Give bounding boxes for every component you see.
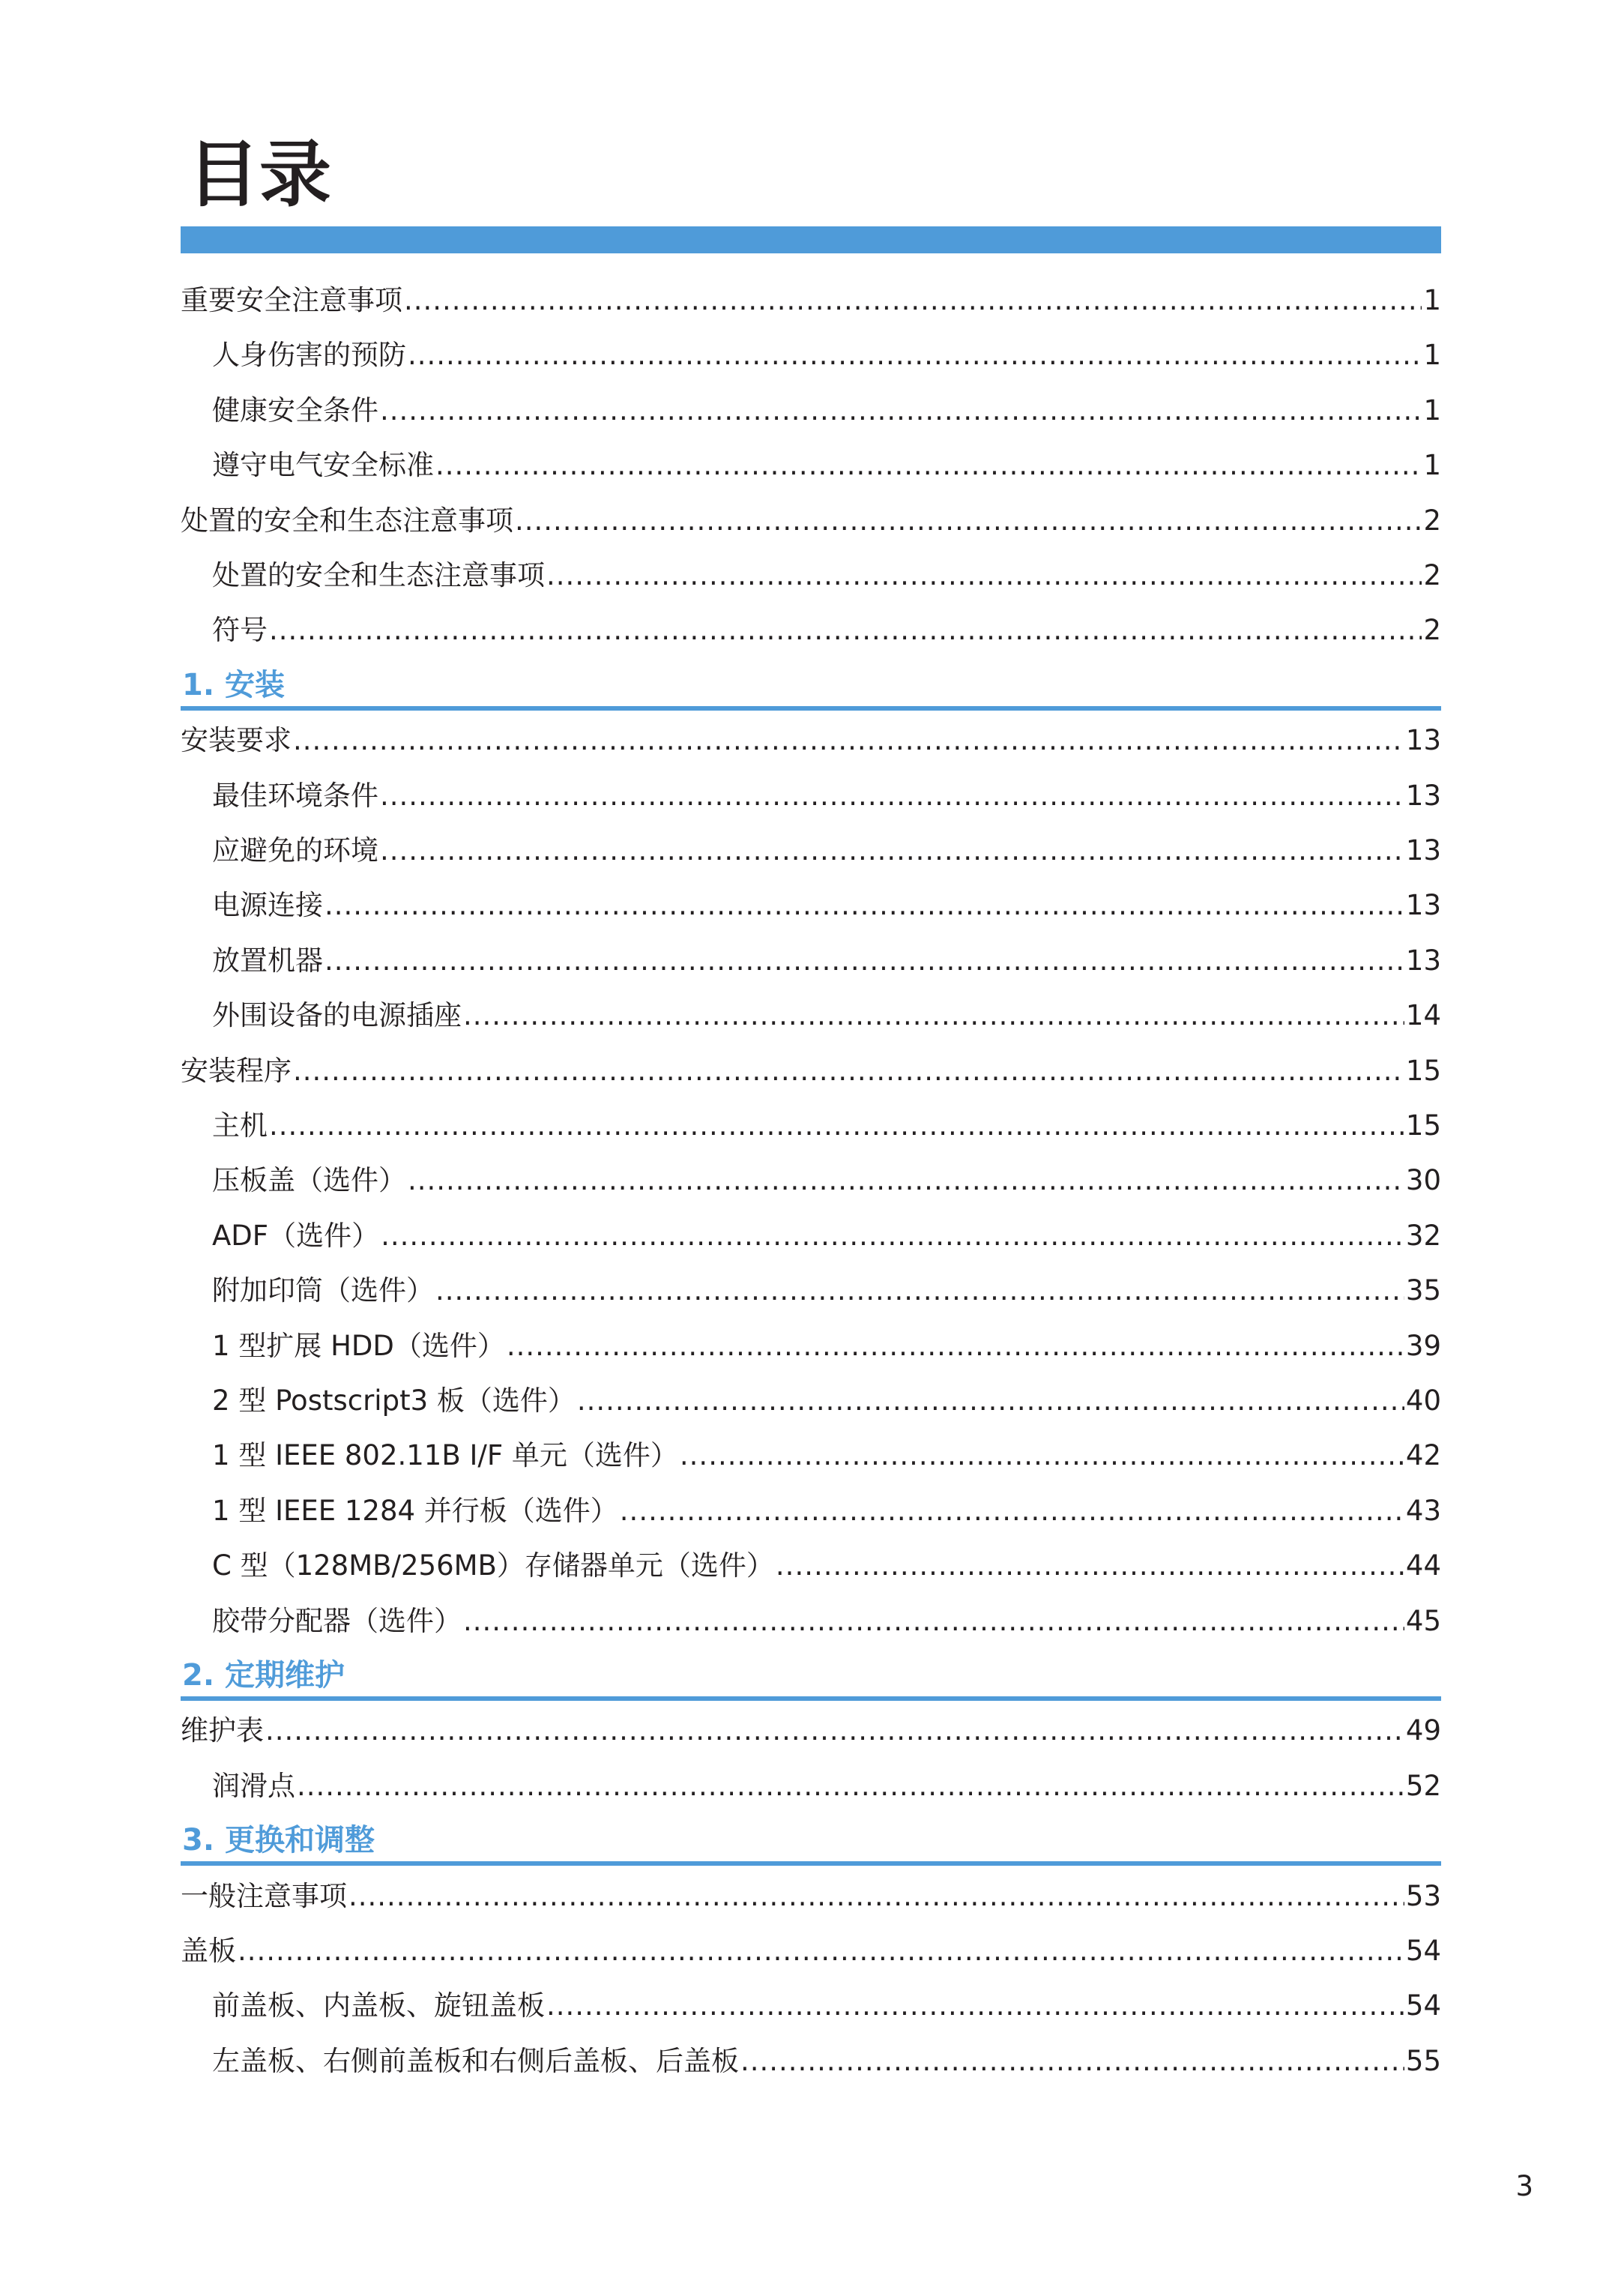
dot-leader: [740, 2043, 1404, 2080]
dot-leader: [324, 887, 1404, 924]
toc-entry-label: 电源连接: [212, 889, 323, 922]
toc-entry-label: 人身伤害的预防: [212, 339, 406, 372]
toc-entry[interactable]: [212, 997, 1441, 1034]
toc-entry-label: 重要安全注意事项: [181, 284, 402, 316]
toc-entry[interactable]: [181, 1932, 1441, 1970]
toc-entry-label: 健康安全条件: [212, 394, 378, 427]
toc-entry[interactable]: [212, 1547, 1441, 1585]
toc-entry-page: 1: [1423, 449, 1441, 482]
dot-leader: [507, 1328, 1404, 1365]
toc-entry-label: 安装程序: [181, 1054, 292, 1087]
dot-leader: [546, 557, 1422, 594]
title-bar: [181, 226, 1441, 253]
chapter-heading: 1. 安装: [182, 667, 285, 702]
toc-entry[interactable]: [212, 447, 1441, 484]
toc-entry[interactable]: [181, 282, 1441, 319]
toc-entry-page: 55: [1405, 2044, 1441, 2077]
toc-entry-page: 53: [1405, 1879, 1441, 1912]
dot-leader: [463, 997, 1404, 1034]
toc-entry-page: 39: [1405, 1329, 1441, 1362]
chapter-rule: [181, 1696, 1441, 1701]
toc-entry[interactable]: [212, 887, 1441, 924]
toc-entry[interactable]: [212, 1272, 1441, 1310]
dot-leader: [381, 1217, 1404, 1255]
toc-entry-page: 13: [1405, 724, 1441, 757]
dot-leader: [435, 447, 1422, 484]
toc-entry[interactable]: [212, 942, 1441, 980]
toc-entry-label: 压板盖（选件）: [212, 1164, 406, 1197]
toc-entry-page: 13: [1405, 834, 1441, 867]
toc-entry-label: 1 型 IEEE 802.11B I/F 单元（选件）: [212, 1439, 678, 1472]
dot-leader: [269, 612, 1422, 649]
dot-leader: [404, 282, 1422, 319]
toc-entry[interactable]: [212, 1107, 1441, 1145]
toc-entry-label: 前盖板、内盖板、旋钮盖板: [212, 1989, 545, 2022]
toc-entry-label: 应避免的环境: [212, 834, 378, 867]
toc-entry[interactable]: [212, 1217, 1441, 1255]
toc-entry-page: 15: [1405, 1054, 1441, 1087]
toc-entry[interactable]: [181, 1712, 1441, 1750]
dot-leader: [776, 1547, 1404, 1585]
toc-entry-label: 主机: [212, 1109, 268, 1142]
toc-entry-page: 2: [1423, 614, 1441, 647]
dot-leader: [238, 1932, 1404, 1970]
toc-entry-page: 49: [1405, 1714, 1441, 1747]
dot-leader: [515, 502, 1422, 540]
toc-entry-page: 54: [1405, 1935, 1441, 1967]
toc-entry[interactable]: [212, 2043, 1441, 2080]
toc-entry[interactable]: [212, 1987, 1441, 2025]
page-title: 目录: [187, 133, 331, 217]
dot-leader: [435, 1272, 1404, 1310]
toc-entry-page: 40: [1405, 1384, 1441, 1417]
toc-entry-label: 遵守电气安全标准: [212, 449, 434, 482]
toc-entry[interactable]: [212, 612, 1441, 649]
toc-entry-label: 安装要求: [181, 724, 292, 757]
dot-leader: [408, 337, 1422, 374]
toc-entry[interactable]: [212, 557, 1441, 594]
page-number: 3: [1515, 2170, 1533, 2202]
toc-entry-page: 44: [1405, 1549, 1441, 1582]
toc-entry-label: 维护表: [181, 1714, 264, 1747]
toc-entry-page: 52: [1405, 1769, 1441, 1802]
dot-leader: [463, 1603, 1404, 1640]
toc-entry-label: 外围设备的电源插座: [212, 999, 462, 1032]
toc-entry-label: C 型（128MB/256MB）存储器单元（选件）: [212, 1549, 774, 1582]
dot-leader: [408, 1162, 1404, 1199]
toc-entry[interactable]: [181, 1878, 1441, 1915]
toc-entry[interactable]: [212, 337, 1441, 374]
toc-entry[interactable]: [212, 1603, 1441, 1640]
toc-entry-label: 1 型 IEEE 1284 并行板（选件）: [212, 1494, 618, 1527]
toc-entry[interactable]: [181, 502, 1441, 540]
toc-entry-label: 润滑点: [212, 1769, 295, 1802]
toc-entry-page: 32: [1405, 1219, 1441, 1252]
toc-entry-page: 54: [1405, 1989, 1441, 2022]
dot-leader: [620, 1492, 1404, 1530]
chapter-heading: 3. 更换和调整: [182, 1823, 375, 1858]
toc-entry-page: 13: [1405, 944, 1441, 977]
dot-leader: [380, 777, 1404, 815]
toc-entry-page: 13: [1405, 889, 1441, 922]
dot-leader: [680, 1437, 1404, 1474]
toc-entry-page: 2: [1423, 559, 1441, 591]
toc-entry-page: 13: [1405, 779, 1441, 812]
toc-entry[interactable]: [212, 832, 1441, 870]
toc-entry[interactable]: [212, 777, 1441, 815]
dot-leader: [380, 392, 1422, 430]
toc-entry-page: 2: [1423, 504, 1441, 537]
toc-entry-label: ADF（选件）: [212, 1219, 380, 1252]
dot-leader: [293, 722, 1404, 759]
toc-entry[interactable]: [212, 1328, 1441, 1365]
dot-leader: [546, 1987, 1404, 2025]
chapter-rule: [181, 1861, 1441, 1866]
toc-entry[interactable]: [181, 1052, 1441, 1090]
toc-entry[interactable]: [212, 1437, 1441, 1474]
toc-entry-label: 盖板: [181, 1935, 236, 1967]
toc-entry[interactable]: [212, 1768, 1441, 1805]
toc-entry-label: 2 型 Postscript3 板（选件）: [212, 1384, 576, 1417]
toc-entry-label: 1 型扩展 HDD（选件）: [212, 1329, 505, 1362]
toc-entry-page: 42: [1405, 1439, 1441, 1472]
toc-entry[interactable]: [212, 392, 1441, 430]
toc-entry-label: 符号: [212, 614, 268, 647]
toc-entry[interactable]: [212, 1382, 1441, 1420]
toc-entry-page: 15: [1405, 1109, 1441, 1142]
toc-entry-label: 处置的安全和生态注意事项: [181, 504, 513, 537]
toc-entry-label: 处置的安全和生态注意事项: [212, 559, 545, 591]
toc-entry-page: 45: [1405, 1604, 1441, 1637]
chapter-rule: [181, 706, 1441, 711]
dot-leader: [269, 1107, 1404, 1145]
dot-leader: [297, 1768, 1404, 1805]
dot-leader: [265, 1712, 1404, 1750]
toc-entry[interactable]: [181, 722, 1441, 759]
toc-entry-label: 放置机器: [212, 944, 323, 977]
toc-entry-page: 43: [1405, 1494, 1441, 1527]
dot-leader: [577, 1382, 1404, 1420]
toc-entry-label: 左盖板、右侧前盖板和右侧后盖板、后盖板: [212, 2044, 739, 2077]
toc-entry-label: 胶带分配器（选件）: [212, 1604, 462, 1637]
toc-entry-label: 附加印筒（选件）: [212, 1274, 434, 1307]
dot-leader: [348, 1878, 1404, 1915]
toc-entry[interactable]: [212, 1162, 1441, 1199]
dot-leader: [324, 942, 1404, 980]
toc-entry-page: 14: [1405, 999, 1441, 1032]
toc-entry-label: 最佳环境条件: [212, 779, 378, 812]
toc-entry-page: 30: [1405, 1164, 1441, 1197]
toc-entry[interactable]: [212, 1492, 1441, 1530]
toc-entry-page: 35: [1405, 1274, 1441, 1307]
toc-entry-page: 1: [1423, 284, 1441, 316]
toc-entry-page: 1: [1423, 394, 1441, 427]
toc-entry-label: 一般注意事项: [181, 1879, 347, 1912]
toc-entry-page: 1: [1423, 339, 1441, 372]
dot-leader: [293, 1052, 1404, 1090]
dot-leader: [380, 832, 1404, 870]
chapter-heading: 2. 定期维护: [182, 1658, 345, 1693]
